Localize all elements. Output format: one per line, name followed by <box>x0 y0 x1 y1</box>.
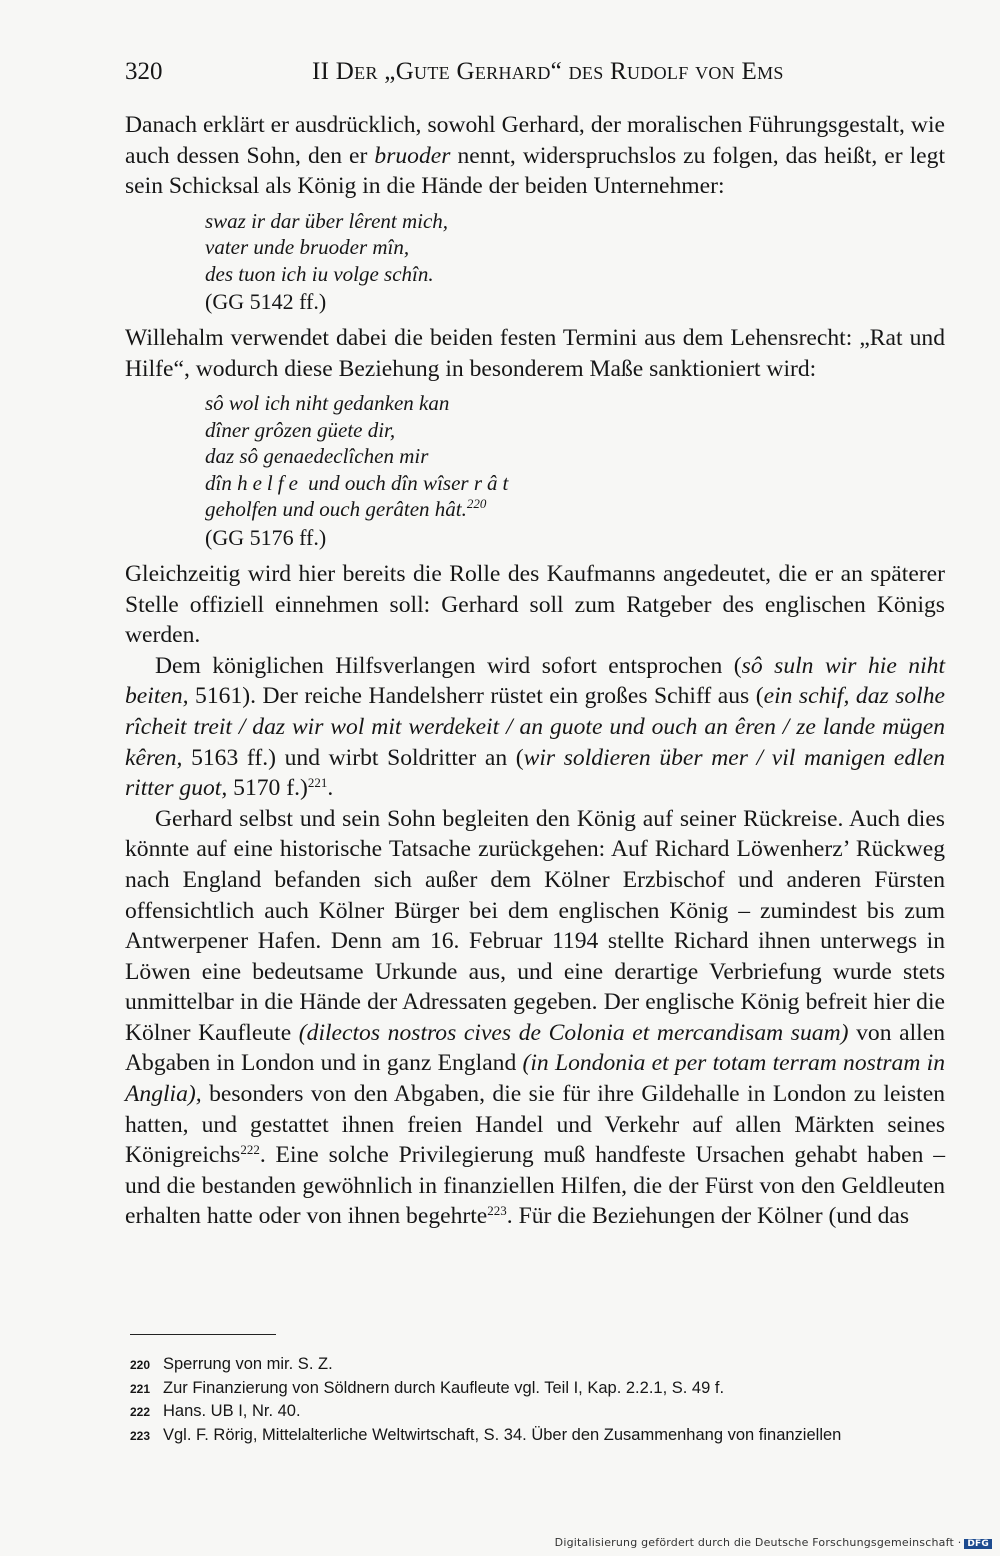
text-run: Gerhard selbst und sein Sohn begleiten den König auf seiner Rückreise. Auch dies könnte auf eine historische Tatsache zurückgehen: Auf Richard Löwenherz’ Rückweg nach England befanden sich außer dem Kölner Erzbischof und anderen Fürsten offensichtlich auch Kölner Bürger bei dem englischen König – zumindest bis zum Antwerpener Hafen. Denn am 16. Februar 1194 stellte Richard ihnen unterwegs in Löwen eine bedeutsame Urkunde aus, und eine derartige Verbriefung wurde stets unmittelbar in die Hände der Adressaten gegeben. Der englische König befreit hier die Kölner Kaufleute <box>125 805 945 1046</box>
verse-line <box>205 470 945 497</box>
footnote-ref[interactable]: 220 <box>466 496 487 512</box>
italic-quote: sô suln wir hie niht beiten, <box>125 652 945 710</box>
text-run: . Für die Beziehungen der Kölner (und das <box>506 1203 910 1230</box>
verse-line: sô wol ich niht gedanken kan <box>205 391 450 416</box>
verse-line <box>205 496 945 523</box>
footnote-text: Vgl. F. Rörig, Mittelalterliche Weltwirtschaft, S. 34. Über den Zusammenhang von finanziellen <box>163 1425 842 1444</box>
dfg-logo: DFG <box>964 1539 992 1549</box>
text-run: 5170 f.) <box>227 775 308 802</box>
paragraph-4 <box>125 651 945 804</box>
footnote <box>130 1400 950 1424</box>
digitization-credit <box>555 1536 992 1549</box>
main-text <box>125 110 945 1232</box>
paragraph-2: Willehalm verwendet dabei die beiden festen Termini aus dem Lehensrecht: „Rat und Hilfe“, wodurch diese Beziehung in besonderem Maße sanktioniert wird: <box>125 325 945 382</box>
verse-line: dîner grôzen güete dir, <box>205 417 396 442</box>
footnote-text: Zur Finanzierung von Söldnern durch Kaufleute vgl. Teil I, Kap. 2.2.1, S. 49 f. <box>163 1378 725 1397</box>
text-run: 5163 ff.) und wirbt Soldritter an ( <box>182 744 524 771</box>
text-run: von allen Abgaben in London und in ganz England <box>125 1019 945 1077</box>
verse-line: daz sô genaedeclîchen mir <box>205 444 429 469</box>
italic-quote: (in Londonia et per totam terram nostram in Anglia), <box>125 1050 945 1108</box>
verse-line: des tuon ich iu volge schîn. <box>205 261 434 286</box>
verse-quote-2 <box>205 384 945 523</box>
text-run: dîn <box>205 470 238 495</box>
text-run: und ouch dîn wîser <box>302 470 474 495</box>
footnote-number: 220 <box>130 1358 151 1372</box>
footnote-text: Sperrung von mir. S. Z. <box>163 1355 333 1373</box>
footnote-ref[interactable]: 223 <box>487 1203 507 1219</box>
text-run: 5161). Der reiche Handelsherr rüstet ein großes Schiff aus ( <box>188 683 764 710</box>
paragraph-5 <box>125 804 945 1232</box>
footnotes <box>130 1353 950 1447</box>
running-title: II Der „Gute Gerhard“ des Rudolf von Ems <box>312 58 784 85</box>
spaced-term: rât <box>473 470 514 495</box>
italic-quote: wir soldieren über mer / vil manigen edlen ritter guot, <box>125 744 945 802</box>
text-run: Dem königlichen Hilfsverlangen wird sofort entsprochen ( <box>155 652 742 679</box>
footnote-number: 223 <box>130 1428 151 1443</box>
verse-line: swaz ir dar über lêrent mich, <box>205 208 449 233</box>
footnote <box>130 1377 950 1401</box>
verse-citation-2: (GG 5176 ff.) <box>205 524 327 550</box>
verse-line: vater unde bruoder mîn, <box>205 235 410 260</box>
italic-term: bruoder <box>374 142 451 169</box>
footnote-text: Hans. UB I, Nr. 40. <box>163 1402 301 1420</box>
verse-citation-1: (GG 5142 ff.) <box>205 289 327 315</box>
footnote <box>130 1424 950 1448</box>
verse-quote-1 <box>205 202 945 288</box>
spaced-term: helfe <box>237 470 303 495</box>
italic-quote: (dilectos nostros cives de Colonia et mercandisam suam) <box>298 1019 849 1046</box>
page-header <box>125 58 945 94</box>
text-run: Danach erklärt er ausdrücklich, sowohl Gerhard, der moralischen Führungsgestalt, wie auch dessen Sohn, den er <box>125 112 945 169</box>
text-run: . Eine solche Privilegierung muß handfeste Ursachen gehabt haben – und die bestanden gewöhnlich in finanziellen Hilfen, die der Fürst von den Geldleuten erhalten hatte oder von ihnen begehrte <box>125 1142 945 1230</box>
text-run: besonders von den Abgaben, die sie für ihre Gildehalle in London zu leisten hatten, und gestattet ihnen freien Handel und Verkehr auf allen Märkten seines Königreichs <box>125 1081 945 1169</box>
paragraph-3: Gleichzeitig wird hier bereits die Rolle des Kaufmanns angedeutet, die er an späterer Stelle offiziell einnehmen soll: Gerhard soll zum Ratgeber des englischen Königs werden. <box>125 560 945 649</box>
text-run: nennt, widerspruchslos zu folgen, das heißt, er legt sein Schicksal als König in die Hände der beiden Unternehmer: <box>125 142 946 200</box>
footnote <box>130 1353 950 1377</box>
footnote-number: 221 <box>130 1381 151 1396</box>
italic-quote: ein schif, daz solhe rîcheit treit / daz wir wol mit werdekeit / an guote und ouch an êren / ze lande mügen kêren, <box>125 683 945 771</box>
footnote-divider <box>130 1334 276 1335</box>
text-run: . <box>327 775 334 802</box>
credit-text: Digitalisierung gefördert durch die Deutsche Forschungsgemeinschaft · <box>554 1536 962 1549</box>
footnote-ref[interactable]: 221 <box>307 775 328 791</box>
footnote-number: 222 <box>130 1405 151 1419</box>
text-run: geholfen und ouch gerâten hât. <box>205 497 467 522</box>
page-number: 320 <box>125 58 163 85</box>
paragraph-1 <box>125 110 945 202</box>
footnote-ref[interactable]: 222 <box>240 1142 260 1158</box>
